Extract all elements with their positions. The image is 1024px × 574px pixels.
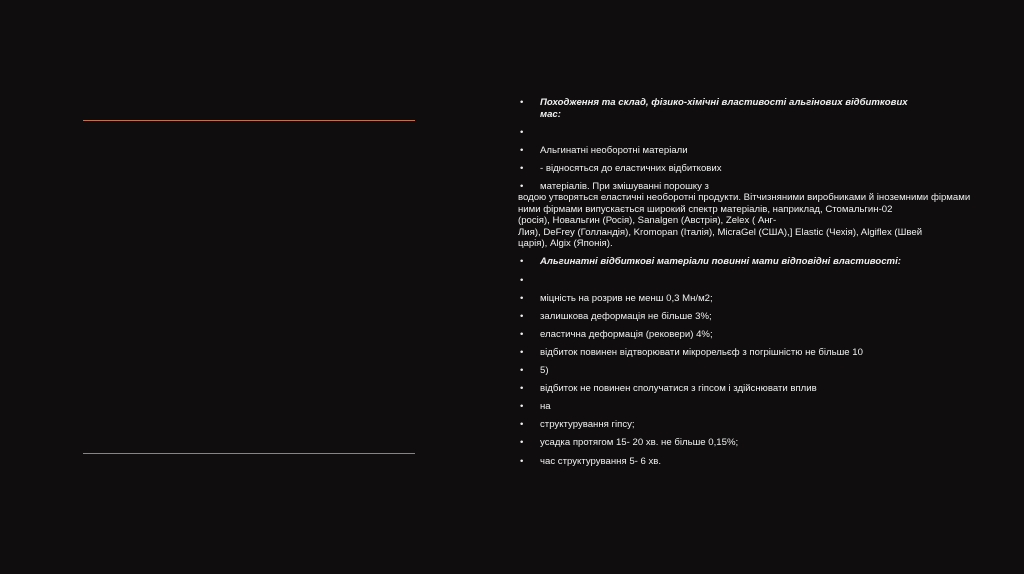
paragraph-line: водою утворяться еластичні необоротні продукти. Вітчизняними виробниками й іноземними фірмами <box>518 192 971 204</box>
bullet-icon: • <box>520 365 524 377</box>
bullet-item <box>520 329 930 341</box>
bullet-item <box>520 127 930 139</box>
bullet-icon: • <box>520 144 524 156</box>
bullet-icon: • <box>520 126 524 138</box>
bullet-icon: • <box>520 310 524 322</box>
bullet-item <box>520 347 930 359</box>
paragraph-line: ними фірмами випускається широкий спектр матеріалів, наприклад, Стомальгин-02 <box>518 203 893 215</box>
bullet-text: структурування гіпсу; <box>540 419 635 431</box>
slide-content <box>518 97 971 474</box>
bullet-text: еластична деформація (рековери) 4%; <box>540 328 713 340</box>
bullet-icon: • <box>520 346 524 358</box>
bullet-icon: • <box>520 162 524 174</box>
bullet-text: 5) <box>540 365 549 377</box>
bullet-text: залишкова деформація не більше 3%; <box>540 310 712 322</box>
manufacturers-paragraph <box>518 192 971 250</box>
bullet-item <box>520 311 930 323</box>
bullet-item <box>520 256 930 268</box>
bullet-item <box>520 181 930 193</box>
bullet-icon: • <box>520 419 524 431</box>
bullet-item <box>520 456 930 468</box>
bullet-text: відбиток не повинен сполучатися з гіпсом і здійснювати вплив <box>540 383 817 395</box>
bullet-text: усадка протягом 15- 20 хв. не більше 0,15%; <box>540 437 739 449</box>
bullet-text: відбиток повинен відтворювати мікрорельєф з погрішністю не більше 10 <box>540 346 863 358</box>
bullet-icon: • <box>520 455 524 467</box>
bullet-icon: • <box>520 256 524 268</box>
bullet-text: матеріалів. При змішуванні порошку з <box>540 180 709 192</box>
bullet-text: Альгинатні відбиткові матеріали повинні мати відповідні властивості: <box>540 256 901 268</box>
bullet-icon: • <box>520 328 524 340</box>
bullet-icon: • <box>520 401 524 413</box>
bullet-text: час структурування 5- 6 хв. <box>540 455 662 467</box>
paragraph-line: (росія), Новальгин (Росія), Sanalgen (Австрія), Zelex ( Анг- <box>518 215 777 227</box>
bullet-item <box>520 145 930 157</box>
decorative-rule-top <box>83 120 415 121</box>
bullet-text: Походження та склад, фізико-хімічні властивості альгінових відбиткових мас: <box>540 97 908 120</box>
bullet-item <box>520 437 930 449</box>
bullet-icon: • <box>520 383 524 395</box>
bullet-item <box>520 419 930 431</box>
decorative-rule-bottom <box>83 453 415 454</box>
bullet-icon: • <box>520 180 524 192</box>
bullet-icon: • <box>520 437 524 449</box>
bullet-item <box>520 163 930 175</box>
bullet-item <box>520 293 930 305</box>
bullet-item <box>520 275 930 287</box>
bullet-item <box>520 401 930 413</box>
bullet-item <box>520 97 930 120</box>
bullet-icon: • <box>520 97 524 108</box>
paragraph-line: Лия), DeFrey (Голландія), Kromopan (Італія), MicraGel (США),] Elastic (Чехія), Algiflex (Швей <box>518 226 923 238</box>
bullet-icon: • <box>520 274 524 286</box>
bullet-text: на <box>540 401 551 413</box>
bullet-item <box>520 365 930 377</box>
bullet-text: Альгинатні необоротні матеріали <box>540 144 688 156</box>
bullet-text: - відносяться до еластичних відбиткових <box>540 162 722 174</box>
bullet-icon: • <box>520 292 524 304</box>
bullet-text: міцність на розрив не менш 0,3 Мн/м2; <box>540 292 713 304</box>
paragraph-line: царія), Algix (Японія). <box>518 238 613 250</box>
bullet-item <box>520 383 930 395</box>
